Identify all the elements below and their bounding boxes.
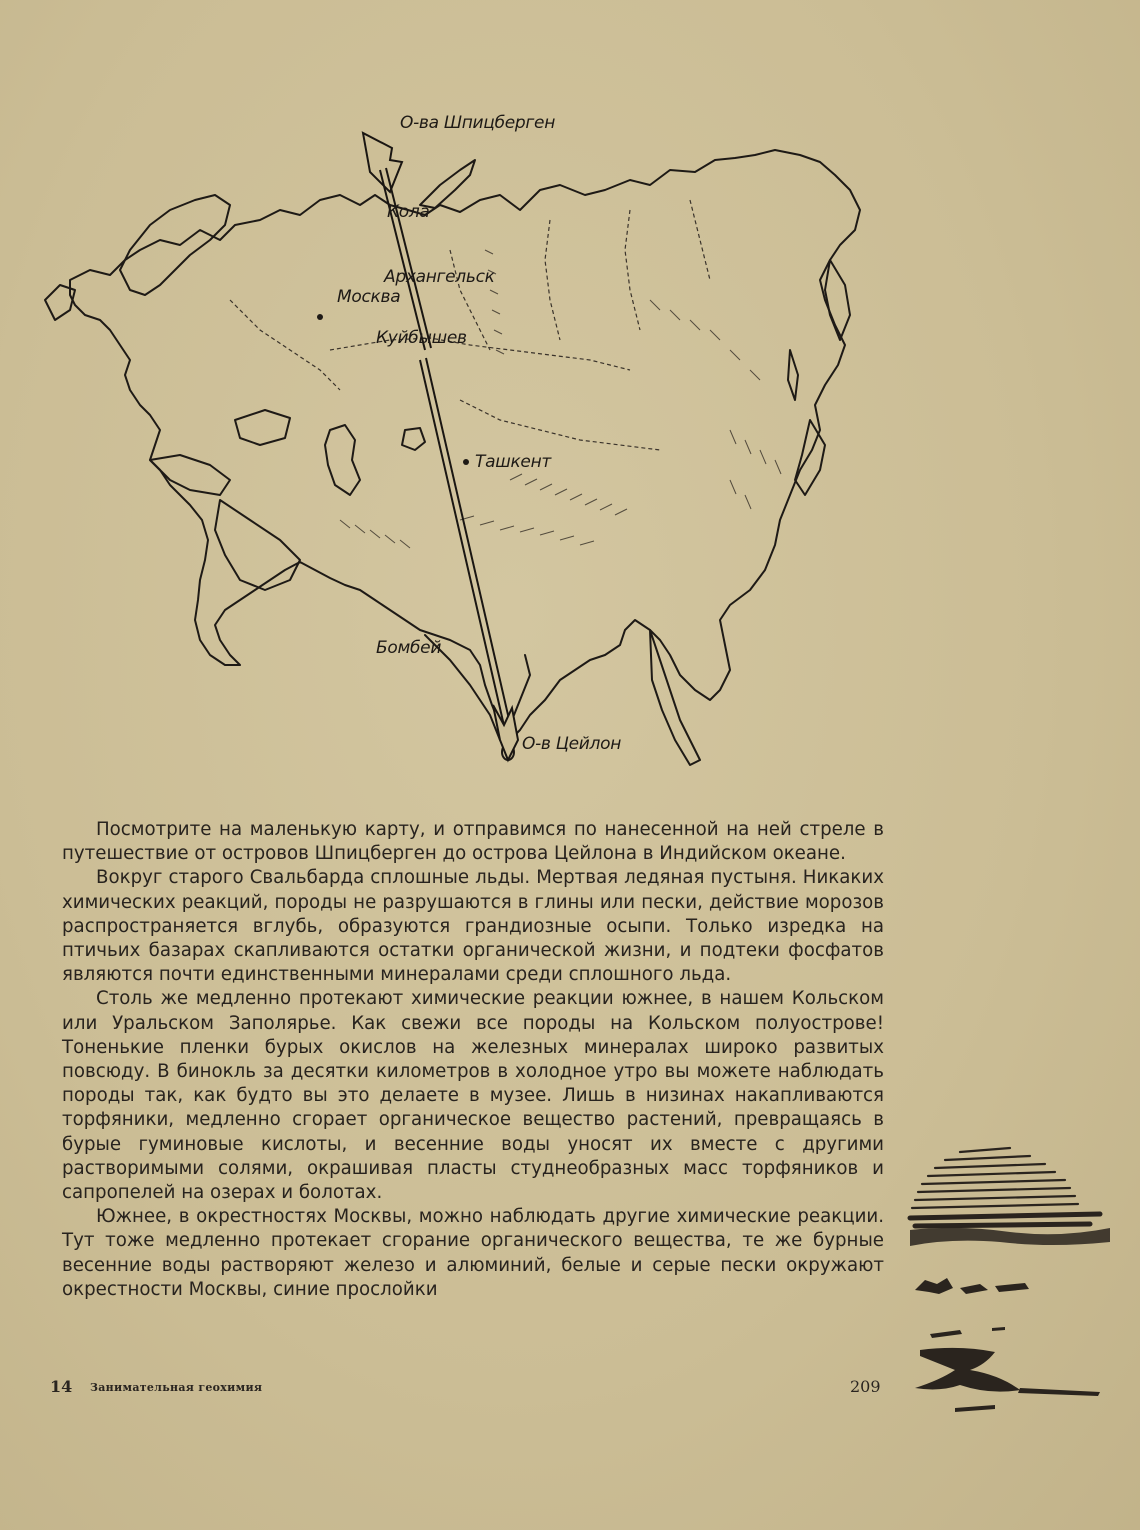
label-kola: Кола: [387, 202, 430, 222]
caspian-sea: [325, 425, 360, 495]
margin-vignette: [900, 1130, 1120, 1420]
vignette-figures: [915, 1278, 1029, 1294]
tashkent-dot: [463, 459, 469, 465]
map-drawing: [30, 100, 890, 800]
internal-border-3: [460, 400, 660, 450]
paragraph-4: Южнее, в окрестностях Москвы, можно наблюдать другие химические реакции. Тут тоже медленно протекает сгорание органического вещества, те же бурные весенние воды растворяют железо и алюминий, белые и серые пески окружают окрестности Москвы, синие прослойки: [62, 1206, 884, 1300]
book-title: Занимательная геохимия: [90, 1381, 263, 1394]
label-tashkent: Ташкент: [475, 452, 552, 472]
page-number: 209: [850, 1377, 881, 1396]
mediterranean-coast: [150, 455, 230, 495]
sakhalin: [788, 350, 798, 400]
paragraph-1: Посмотрите на маленькую карту, и отправимся по нанесенной на ней стреле в путешествие от островов Шпицберген до острова Цейлона в Индийском океане.: [62, 819, 884, 865]
vignette-drawing: [900, 1130, 1120, 1420]
novaya-zemlya: [420, 160, 475, 208]
label-arkhangelsk: Архангельск: [384, 267, 495, 287]
moscow-dot: [317, 314, 323, 320]
mountain-hatch-urals: [485, 250, 504, 354]
route-line-lower-2: [426, 358, 511, 728]
vignette-sun-lines: [912, 1148, 1078, 1208]
route-line-upper-2: [386, 168, 431, 348]
mountain-hatch-central: [510, 474, 627, 515]
body-text: [62, 818, 884, 1302]
eurasia-map: [30, 100, 890, 800]
internal-border-1: [330, 338, 630, 370]
vignette-dash: [930, 1327, 1005, 1338]
river-4: [690, 200, 710, 280]
mountain-hatch-himalaya: [460, 516, 594, 545]
label-kuibyshev: Куйбышев: [376, 328, 467, 348]
label-bombay: Бомбей: [376, 638, 442, 658]
arabia: [215, 500, 300, 590]
malay-peninsula: [650, 630, 700, 765]
eurasia-coastline: [70, 150, 860, 740]
label-ceylon: О-в Цейлон: [522, 734, 622, 754]
vignette-landscape: [910, 1228, 1110, 1246]
signature-mark: 14: [50, 1377, 73, 1396]
label-moscow: Москва: [337, 287, 401, 307]
route-line-upper: [380, 170, 425, 350]
mountain-hatch-east: [730, 430, 781, 509]
mountain-hatch-iran: [340, 520, 410, 548]
scandinavia-coastline: [120, 195, 230, 295]
river-3: [625, 210, 640, 330]
internal-border-2: [230, 300, 340, 390]
paragraph-2: Вокруг старого Свальбарда сплошные льды. Мертвая ледяная пустыня. Никаких химических реакций, породы не разрушаются в глины или пески, действие морозов распространяется вглубь, образуются грандиозные осыпи. Только изредка на птичьих базарах скапливаются остатки органической жизни, и подтеки фосфатов являются почти единственными минералами среди сплошного льда.: [62, 867, 884, 986]
vignette-river: [915, 1348, 1020, 1392]
mountain-hatch-siberia: [650, 300, 760, 380]
aral-sea: [402, 428, 425, 450]
label-spitsbergen: О-ва Шпицберген: [400, 113, 556, 133]
vignette-river-tail: [955, 1388, 1100, 1412]
paragraph-3: Столь же медленно протекают химические реакции южнее, в нашем Кольском или Уральском Заполярье. Как свежи все породы на Кольском полуострове! Тоненькие пленки бурых окислов на железных минералах широко развитых повсюду. В бинокль за десятки километров в холодное утро вы можете наблюдать породы так, как будто вы это делаете в музее. Лишь в низинах накапливаются торфяники, медленно сгорает органическое вещество растений, превращаясь в бурые гуминовые кислоты, и весенние воды уносят их вместе с другими растворимыми солями, окрашивая пласты студнеобразных масс торфяников и сапропелей на озерах и болотах.: [62, 988, 884, 1204]
vignette-horizon: [910, 1214, 1100, 1226]
river-2: [545, 220, 560, 340]
black-sea: [235, 410, 290, 445]
